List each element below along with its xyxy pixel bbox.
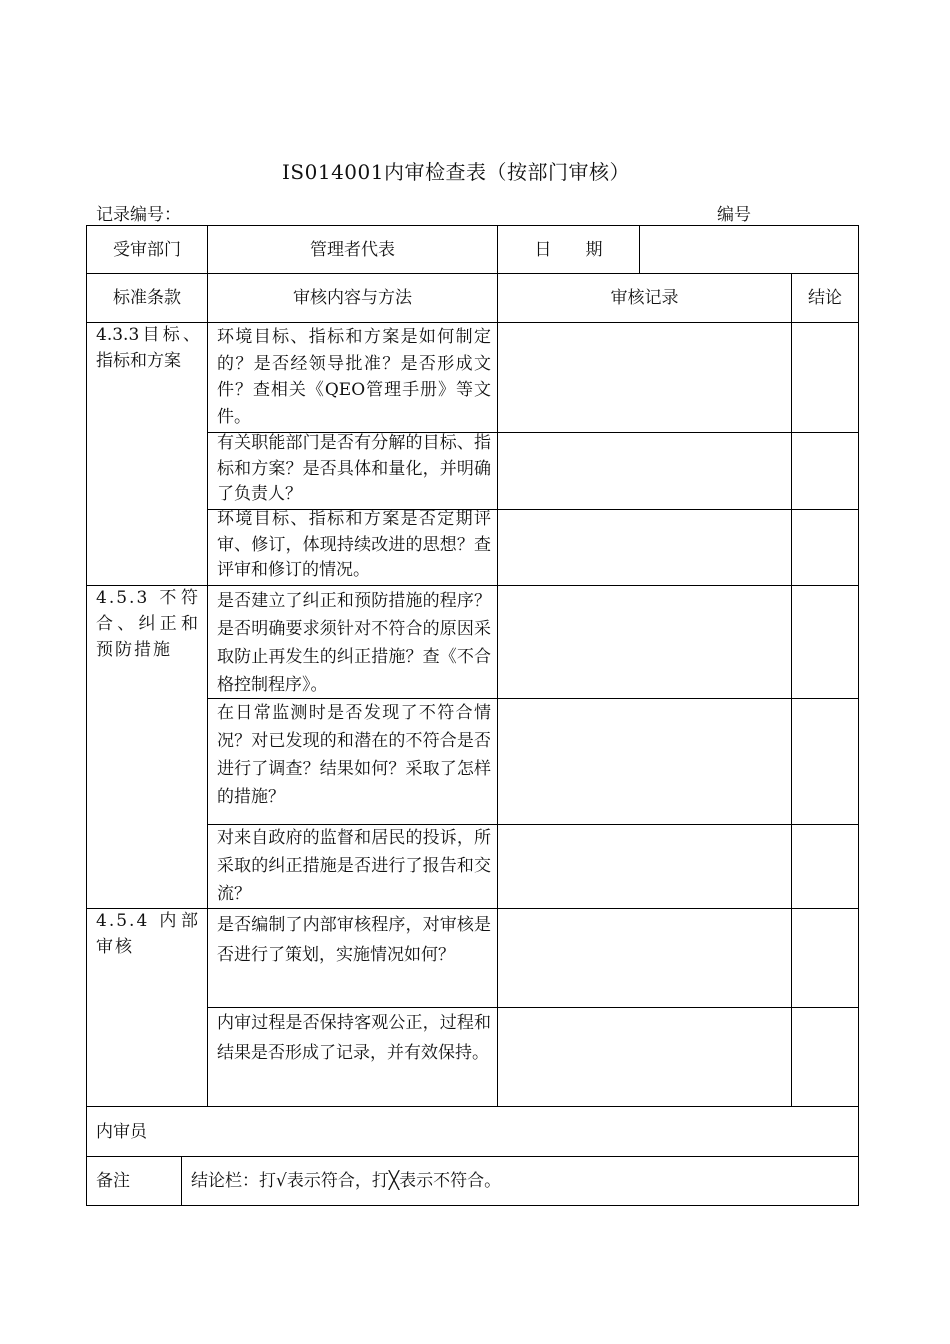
clause-4-5-4: 4.5.4 内部审核 <box>96 911 200 957</box>
content-header: 审核内容与方法 <box>293 288 412 308</box>
date-label: 日 期 <box>534 239 603 260</box>
auditor-label: 内审员 <box>96 1121 147 1142</box>
record-number-label: 记录编号： <box>96 205 181 225</box>
content-item: 有关职能部门是否有分解的目标、指标和方案？是否具体和量化，并明确了负责人？ <box>217 433 491 504</box>
remark-text: 结论栏：打√表示符合，打╳表示不符合。 <box>191 1171 502 1191</box>
page-title: IS014001内审检查表（按部门审核） <box>282 160 630 184</box>
clause-4-5-3: 4.5.3 不符合、纠正和预防措施 <box>96 588 200 660</box>
content-item: 是否编制了内部审核程序，对审核是否进行了策划，实施情况如何？ <box>217 915 491 965</box>
content-item: 是否建立了纠正和预防措施的程序？是否明确要求须针对不符合的原因采取防止再发生的纠正措施？查《不合格控制程序》。 <box>217 591 491 695</box>
rep-label: 管理者代表 <box>310 239 395 260</box>
content-item: 对来自政府的监督和居民的投诉，所采取的纠正措施是否进行了报告和交流？ <box>217 828 491 904</box>
date-value-field[interactable] <box>640 226 858 273</box>
content-item: 环境目标、指标和方案是如何制定的？是否经领导批准？是否形成文件？查相关《QEO管理手册》等文件。 <box>217 327 491 427</box>
dept-label: 受审部门 <box>113 239 181 260</box>
remark-label: 备注 <box>96 1171 130 1191</box>
content-item: 环境目标、指标和方案是否定期评审、修订，体现持续改进的思想？查评审和修订的情况。 <box>217 509 491 580</box>
content-item: 内审过程是否保持客观公正，过程和结果是否形成了记录，并有效保持。 <box>217 1013 491 1063</box>
clause-header: 标准条款 <box>113 288 181 308</box>
content-item: 在日常监测时是否发现了不符合情况？对已发现的和潜在的不符合是否进行了调查？结果如何？采取了怎样的措施？ <box>217 703 491 807</box>
conclusion-header: 结论 <box>808 288 842 308</box>
record-header: 审核记录 <box>610 288 679 308</box>
clause-4-3-3: 4.3.3目标、指标和方案 <box>96 325 200 371</box>
number-label: 编号 <box>717 205 751 225</box>
